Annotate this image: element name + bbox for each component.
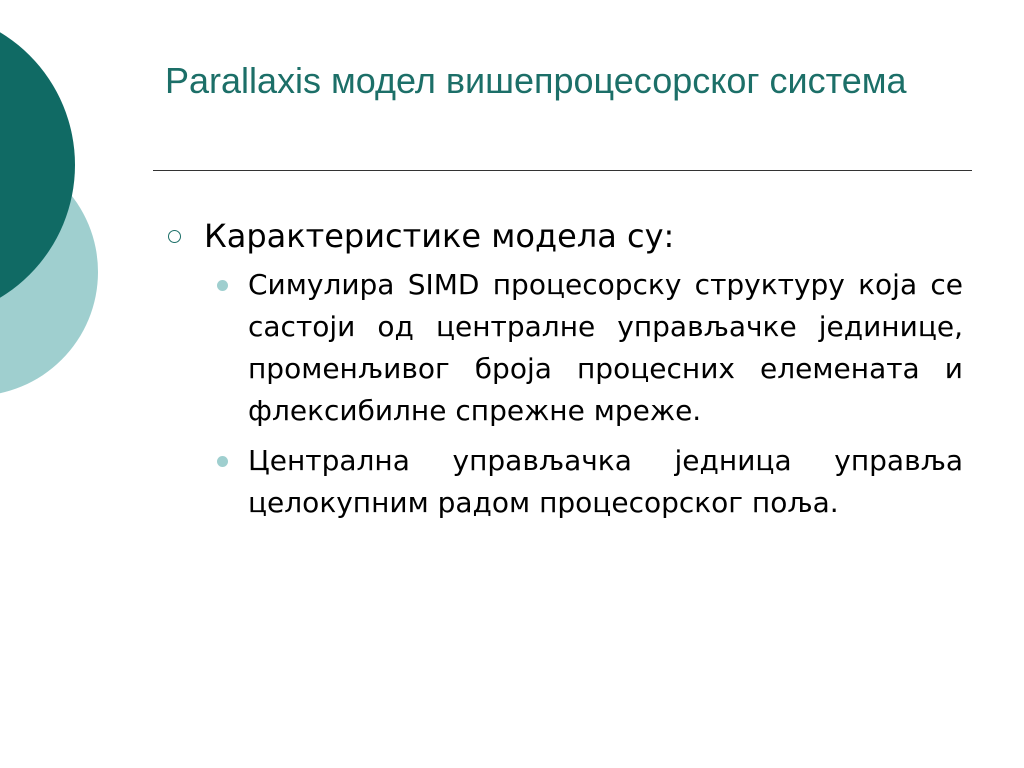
main-bullet: [168, 212, 963, 260]
filled-dot-bullet-icon: [217, 280, 228, 291]
hollow-circle-bullet-icon: [168, 230, 181, 243]
slide-title: Parallaxis модел вишепроцесорског система: [165, 60, 907, 101]
slide-body: [168, 212, 963, 532]
sub-bullet-list: [168, 264, 963, 524]
sub-bullet-text: Централна управљачка једница управља целокупним радом процесорског поља.: [248, 444, 963, 519]
sub-bullet-item: [168, 264, 963, 432]
main-bullet-text: Карактеристике модела су:: [204, 217, 675, 255]
filled-dot-bullet-icon: [217, 456, 228, 467]
sub-bullet-item: [168, 440, 963, 524]
sub-bullet-text: Симулира SIMD процесорску структуру која се састоји од централне управљачке јединице, променљивог броја процесних елемената и флексибилне спрежне мреже.: [248, 268, 963, 427]
title-divider: [153, 170, 972, 171]
